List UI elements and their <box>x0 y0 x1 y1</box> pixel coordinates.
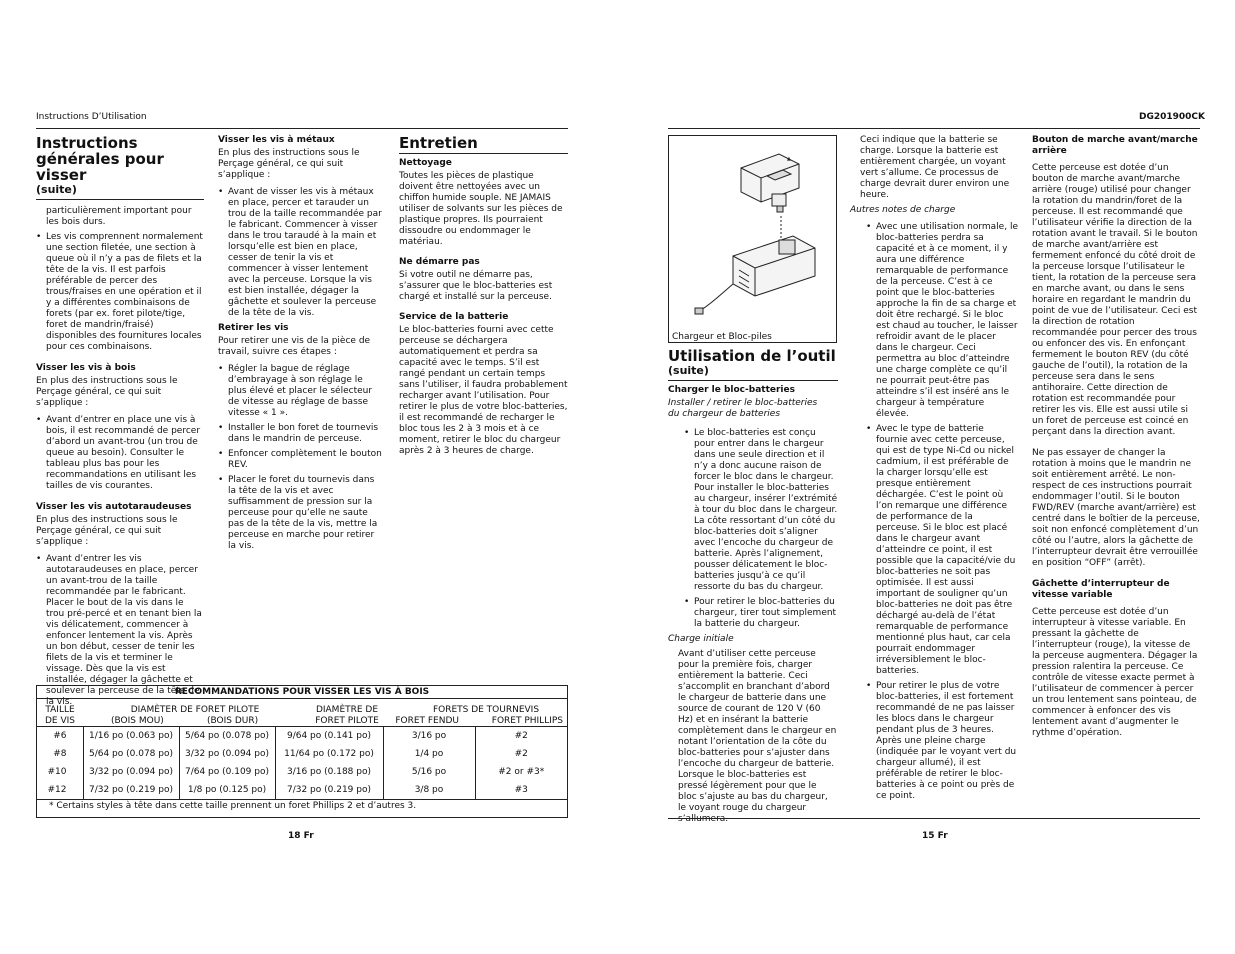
table-row <box>37 727 567 745</box>
paragraph-charge-initiale: Avant d’utiliser cette perceuse pour la première fois, charger entièrement la batterie. Ceci s’accomplit en branchant d’abord le chargeur de batterie dans une source de courant de 120 V (60 Hz) et en insérant la batterie complètement dans le chargeur en notant l’orientation de la côte du bloc-batteries pour s’ajuster dans l’encoche du chargeur de batterie. Lorsque le bloc-batteries est pressé légèrement pour que le bloc s’ajuste au bas du chargeur, le voyant rouge du chargeur s’allumera. <box>678 649 837 824</box>
cell-phillips: #3 <box>475 781 567 799</box>
th-forets: FORETS DE TOURNEVIS <box>432 705 540 715</box>
bullet-note-3: • Pour retirer le plus de votre bloc-batteries, il est fortement recommandé de ne pas laisser les blocs dans le chargeur pendant plus de 3 heures. Après une pleine charge (indiquée par le voyant vert du chargeur allumé), il est préférable de retirer le bloc-batteries à ce point ou près de ce point. <box>876 681 1018 802</box>
page-header-left: Instructions D’Utilisation <box>36 112 147 122</box>
bullet-vis-metal: • Avant de visser les vis à métaux en place, percer et tarauder un trou de la taille recommandée par le fabricant. Commencer à visser dans le trou taraudé à la main et lorsqu’elle est bien en place, cesser de tenir la vis et commencer à visser lentement avec la perceuse. Lorsque la vis est bien installée, dégager la gâchette et soulever la perceuse de la tête de la vis. <box>228 187 384 319</box>
bullet-note-1: • Avec une utilisation normale, le bloc-batteries perdra sa capacité et à ce moment, il y aura une différence remarquable de performance de la perceuse. C’est à ce point que le bloc-batteries approche la fin de sa charge et doit être rechargé. Si le bloc est chaud au toucher, le laisser refroidir avant de le placer dans le chargeur. Ceci permettra au bloc d’atteindre une charge complète ce qu’il ne pourrait peut-être pas atteindre s’il est inséré ans le chargeur à température élevée. <box>876 222 1018 420</box>
utilisation-rule <box>668 380 838 381</box>
cell-size: #10 <box>47 766 67 777</box>
th-phillips: FORET PHILLIPS <box>491 716 563 726</box>
cell-fendu: 3/8 po <box>383 781 475 799</box>
paragraph-retirer: Pour retirer une vis de la pièce de travail, suivre ces étapes : <box>218 336 371 357</box>
bullet-retirer-3: • Enfoncer complètement le bouton REV. <box>228 449 384 471</box>
left-column-3 <box>399 135 568 459</box>
th-diam-foret: DIAMÈTER DE FORET PILOTE <box>130 705 260 715</box>
svg-text:▲: ▲ <box>787 156 791 162</box>
heading-nettoyage: Nettoyage <box>399 158 452 168</box>
heading-demarre: Ne démarre pas <box>399 257 480 267</box>
page-number-right: 15 Fr <box>922 831 948 841</box>
bullet-note-2: • Avec le type de batterie fournie avec cette perceuse, qui est de type Ni-Cd ou nickel cadmium, il est préférable de la charger lorsqu’elle est presque entièrement déchargée. C’est le point où l’on remarque une différence de performance de la perceuse. Si le bloc est placé dans le chargeur avant d’atteindre ce point, il est possible que la capacité/vie du bloc-batteries ne soit pas optimisée. Il est aussi important de souligner qu’un bloc-batteries ne doit pas être déchargé au-delà de l’état remarquable de performance mentionné plus haut, car cela pourrait endommager irréversiblement le bloc-batteries. <box>876 424 1018 677</box>
section-title-entretien: Entretien <box>399 134 478 152</box>
cell-dur: 7/64 po (0.109 po) <box>179 763 275 781</box>
th-taille-line2: DE VIS <box>44 716 75 726</box>
cell-mou: 1/16 po (0.063 po) <box>83 727 179 745</box>
cell-pilote: 7/32 po (0.219 po) <box>275 781 383 799</box>
cell-mou: 3/32 po (0.094 po) <box>83 763 179 781</box>
cell-dur: 5/64 po (0.078 po) <box>179 727 275 745</box>
cell-dur: 3/32 po (0.094 po) <box>179 745 275 763</box>
paragraph-gachette: Cette perceuse est dotée d’un interrupteur à vitesse variable. En pressant la gâchette de l’interrupteur (rouge), la vitesse de la perceuse augmentera. Dégager la pression ralentira la perceuse. Ce contrôle de vitesse exacte permet à l’utilisateur de commencer à percer un trou lentement sans pointeau, de commencer à enfoncer des vis lentement avant d’augmenter le rythme d’opération. <box>1032 607 1198 738</box>
th-taille <box>37 705 83 727</box>
left-column-2 <box>218 135 384 556</box>
th-diam-line1: DIAMÈTRE DE <box>315 705 379 715</box>
heading-charger: Charger le bloc-batteries <box>668 385 795 395</box>
cell-pilote: 9/64 po (0.141 po) <box>275 727 383 745</box>
right-column-3 <box>1032 135 1200 741</box>
right-column-1 <box>668 348 838 827</box>
paragraph-intro: particulièrement important pour les bois durs. <box>46 206 192 227</box>
heading-gachette: Gâchette d’interrupteur de vitesse variable <box>1032 579 1170 600</box>
table-row <box>37 745 567 763</box>
footer-rule-right <box>668 818 1200 819</box>
cell-size: #6 <box>53 730 67 741</box>
bullet-vis-auto: • Avant d’entrer les vis autotaraudeuses en place, percer un avant-trou de la taille recommandée par le fabricant. Placer le bout de la vis dans le trou pré-percé et en tenant bien la vis délicatement, commencer à enfoncer lentement la vis. Après un bon début, cesser de tenir les filets de la vis et terminer le vissage. Dès que la vis est installée, dégager la gâchette et soulever la perceuse de la tête de la vis. <box>46 554 204 708</box>
th-fendu: FORET FENDU <box>395 716 459 726</box>
bullet-retirer-4: • Placer le foret du tournevis dans la tête de la vis et avec suffisamment de pression sur la perceuse pour qu’elle ne saute pas de la tête de la vis, mettre la perceuse en marche pour retirer la vis. <box>228 475 384 552</box>
heading-service: Service de la batterie <box>399 312 509 322</box>
page-number-left: 18 Fr <box>288 831 314 841</box>
bullet-retirer-2: • Installer le bon foret de tournevis dans le mandrin de perceuse. <box>228 423 384 445</box>
section-title-utilisation: Utilisation de l’outil <box>668 347 836 365</box>
figure-caption: Chargeur et Bloc-piles <box>672 332 772 342</box>
th-taille-line1: TAILLE <box>45 705 75 715</box>
cell-phillips: #2 <box>475 727 567 745</box>
section-title-visser: Instructions générales pour visser <box>36 134 164 184</box>
heading-retirer: Retirer les vis <box>218 323 289 333</box>
cell-dur: 1/8 po (0.125 po) <box>179 781 275 799</box>
heading-vis-metal: Visser les vis à métaux <box>218 135 335 145</box>
cell-mou: 5/64 po (0.078 po) <box>83 745 179 763</box>
th-bois-dur: (BOIS DUR) <box>207 716 259 726</box>
th-bois-mou: (BOIS MOU) <box>111 716 164 726</box>
page-header-right: DG201900CK <box>1139 112 1206 122</box>
subheading-charge-initiale: Charge initiale <box>668 634 734 644</box>
table-footnote: * Certains styles à tête dans cette taille prennent un foret Phillips 2 et d’autres 3. <box>37 799 567 812</box>
cell-size: #8 <box>53 748 67 759</box>
section-title-suffix: (suite) <box>36 183 77 196</box>
paragraph-ne-pas-changer: Ne pas essayer de changer la rotation à moins que le mandrin ne soit entièrement arrêté. Le non-respect de ces instructions pourrait endommager l’outil. Si le bouton FWD/REV (marche avant/arrière) est centré dans le boîtier de la perceuse, soit non enfoncé complètement d’un côté ou l’autre, alors la gâchette de l’interrupteur devrait être verrouillée en position “OFF” (arrêt). <box>1032 448 1200 568</box>
header-rule-left <box>36 128 568 129</box>
charger-figure <box>668 135 837 343</box>
table-title: RECOMMANDATIONS POUR VISSER LES VIS À BOIS <box>37 686 567 699</box>
th-diam-line2: FORET PILOTE <box>315 716 379 726</box>
subheading-autres-notes: Autres notes de charge <box>850 205 956 215</box>
paragraph-nettoyage: Toutes les pièces de plastique doivent être nettoyées avec un chiffon humide souple. NE JAMAIS utiliser de solvants sur les pièces de plastique propres. Ils pourraient dissoudre ou endommager le matériau. <box>399 171 563 247</box>
heading-bouton-marche: Bouton de marche avant/marche arrière <box>1032 135 1198 156</box>
bullet-vis-sections: • Les vis comprennent normalement une section filetée, une section à queue où il n’y a pas de filets et la tête de la vis. Il est parfois préférable de percer des trous/fraises en une opération et il y a différentes combinaisons de forets (par ex. foret pilote/tige, foret de mandrin/fraisé) disponibles des fournitures locales pour ces combinaisons. <box>46 232 204 353</box>
paragraph-vis-metal: En plus des instructions sous le Perçage général, ce qui suit s’applique : <box>218 148 360 180</box>
section-title-suffix-right: (suite) <box>668 364 709 377</box>
cell-fendu: 3/16 po <box>383 727 475 745</box>
bullet-vis-bois: • Avant d’entrer en place une vis à bois, il est recommandé de percer d’abord un avant-trou (un trou de queue au besoin). Consulter le tableau plus bas pour les recommandations en utilisant les tailles de vis courantes. <box>46 415 204 492</box>
table-row <box>37 781 567 799</box>
heading-vis-bois: Visser les vis à bois <box>36 363 136 373</box>
charger-illustration <box>669 136 836 326</box>
table-row <box>37 763 567 781</box>
cell-mou: 7/32 po (0.219 po) <box>83 781 179 799</box>
right-column-2 <box>850 135 1018 806</box>
cell-fendu: 5/16 po <box>383 763 475 781</box>
table-header <box>37 699 567 727</box>
bullet-installer: • Le bloc-batteries est conçu pour entrer dans le chargeur dans une seule direction et il n’y a donc aucune raison de forcer le bloc dans le chargeur. Pour installer le bloc-batteries au chargeur, insérer l’extrémité à tour du bloc dans le chargeur. La côte ressortant d’un côté du bloc-batteries doit s’aligner avec l’encoche du chargeur de batterie. Après l’alignement, pousser délicatement le bloc-batteries jusqu’à ce qu’il ressorte du bas du chargeur. <box>694 428 838 593</box>
cell-fendu: 1/4 po <box>383 745 475 763</box>
cell-phillips: #2 <box>475 745 567 763</box>
paragraph-service: Le bloc-batteries fourni avec cette perceuse se déchargera automatiquement et perdra sa capacité avec le temps. S’il est rangé pendant un certain temps sans l’utiliser, il faudra probablement recharger avant l’utilisation. Pour retirer le plus de votre bloc-batteries, il est recommandé de recharger le bloc tous les 2 à 3 mois et à ce moment, retirer le bloc du chargeur après 2 à 3 heures de charge. <box>399 325 568 456</box>
paragraph-vis-bois: En plus des instructions sous le Perçage général, ce qui suit s’applique : <box>36 376 178 408</box>
paragraph-bouton-marche: Cette perceuse est dotée d’un bouton de marche avant/marche arrière (rouge) utilisé pour changer la rotation du mandrin/foret de la perceuse. Il est recommandé que l’utilisateur vérifie la direction de la rotation avant le travail. Si le bouton de marche avant/arrière est fermement enfoncé du côté droit de la perceuse lorsque l’utilisateur le tient, la rotation de la perceuse sera en marche avant, ou dans le sens horaire en regardant le mandrin du point de vue de l’utilisateur. Ceci est la direction de rotation recommandée pour percer des trous ou enfoncer des vis. En enfonçant fermement le bouton REV (du côté gauche de l’outil), la rotation de la perceuse sera dans le sens antihoraire. Cette direction de rotation est recommandée pour retirer les vis. Elle est aussi utile si un foret de perceuse est coincé en perçant dans la direction avant. <box>1032 163 1198 437</box>
table-body <box>37 727 567 799</box>
th-diam-pilote <box>291 705 403 727</box>
title-rule <box>36 199 204 200</box>
left-column-1 <box>36 135 204 712</box>
paragraph-ceci-indique: Ceci indique que la batterie se charge. Lorsque la batterie est entièrement chargée, un voyant vert s’allume. Ce processus de charge devrait durer environ une heure. <box>860 135 1010 200</box>
screw-table <box>36 685 568 818</box>
bullet-retirer-bloc: • Pour retirer le bloc-batteries du chargeur, tirer tout simplement la batterie du chargeur. <box>694 597 838 630</box>
paragraph-demarre: Si votre outil ne démarre pas, s’assurer que le bloc-batteries est chargé et installé sur la perceuse. <box>399 270 553 302</box>
heading-vis-auto: Visser les vis autotaraudeuses <box>36 502 192 512</box>
entretien-rule <box>399 153 568 154</box>
cell-pilote: 11/64 po (0.172 po) <box>275 745 383 763</box>
cell-pilote: 3/16 po (0.188 po) <box>275 763 383 781</box>
bullet-retirer-1: • Régler la bague de réglage d’embrayage à son réglage le plus élevé et placer le sélecteur de vitesse au réglage de basse vitesse « 1 ». <box>228 364 384 419</box>
cell-size: #12 <box>47 784 67 795</box>
paragraph-vis-auto: En plus des instructions sous le Perçage général, ce qui suit s’applique : <box>36 515 178 547</box>
subheading-installer: Installer / retirer le bloc-batteries du chargeur de batteries <box>668 398 818 419</box>
cell-phillips: #2 or #3* <box>475 763 567 781</box>
header-rule-right <box>668 128 1200 129</box>
